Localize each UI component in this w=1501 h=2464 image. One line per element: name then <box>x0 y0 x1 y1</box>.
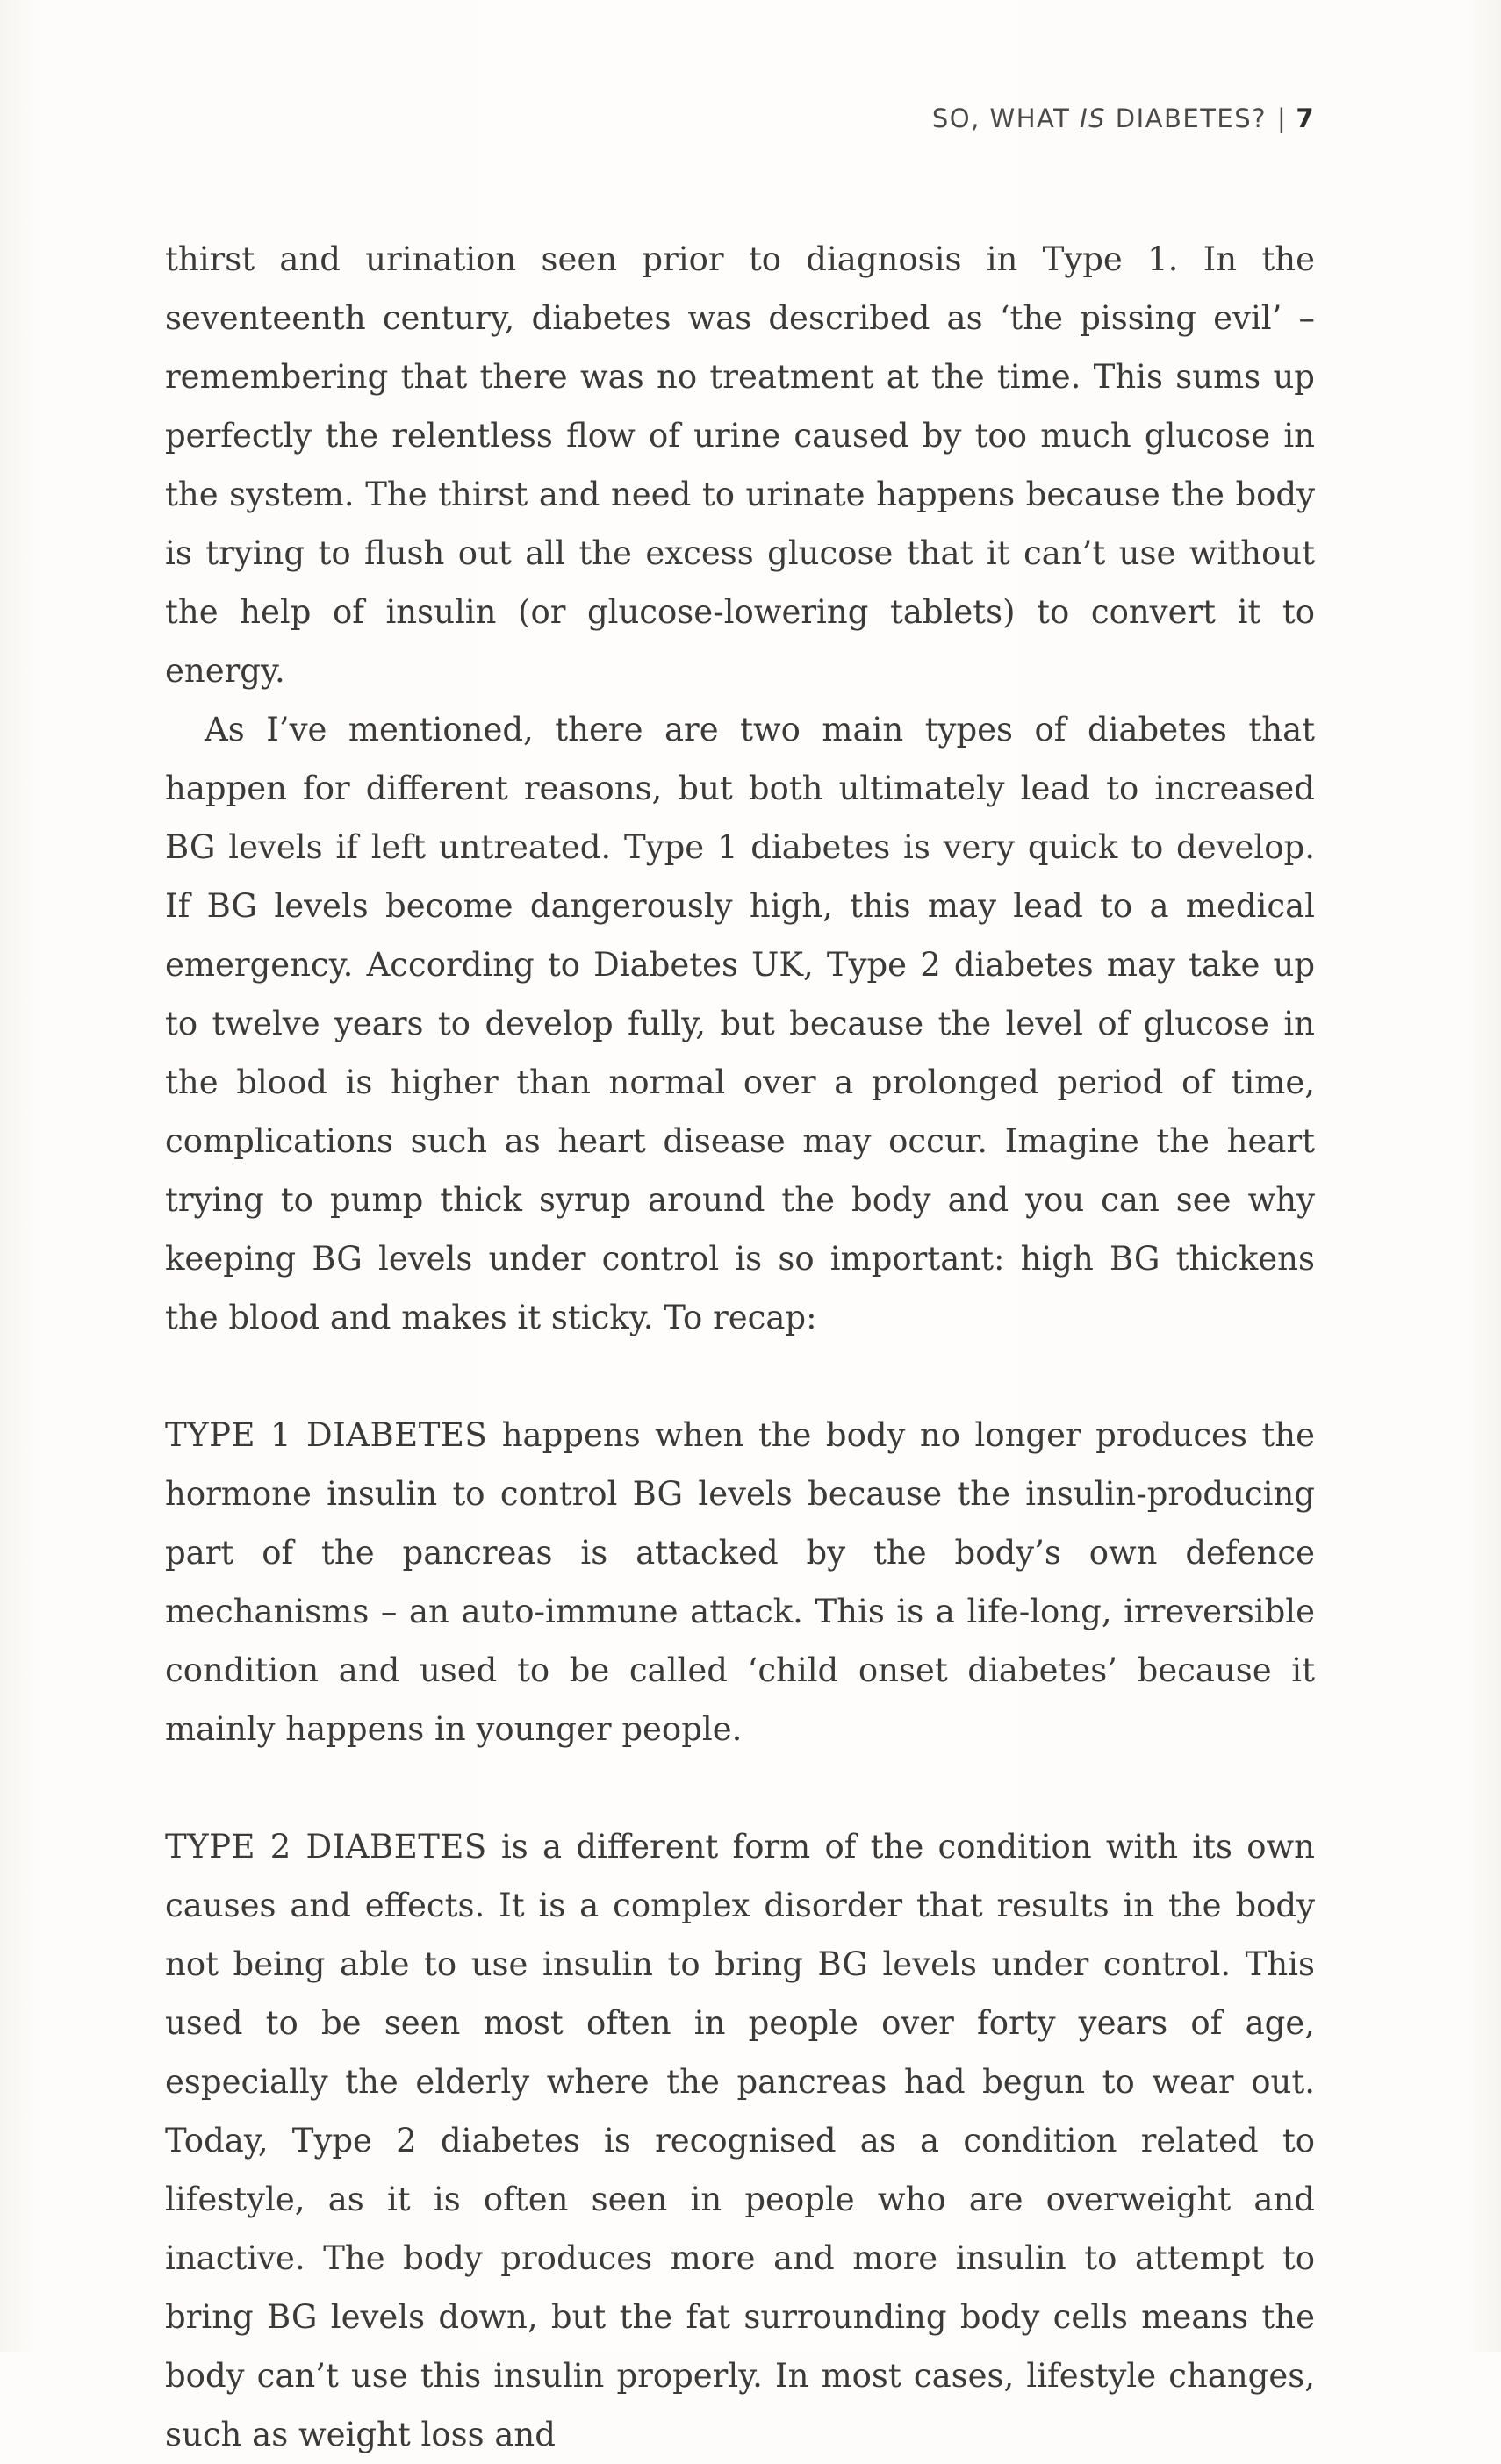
type-2-heading: TYPE 2 DIABETES <box>165 1828 487 1866</box>
type-2-text: is a different form of the condition with its own causes and effects. It is a complex disorder that results in the body not being able to use insulin to bring BG levels under control. This used to be seen most often in people over forty years of age, especially the elderly where the pancreas had begun to wear out. Today, Type 2 diabetes is recognised as a condition related to lifestyle, as it is often seen in people who are overweight and inactive. The body produces more and more insulin to attempt to bring BG levels down, but the fat surrounding body cells means the body can’t use this insulin properly. In most cases, lifestyle changes, such as weight loss and <box>165 1828 1316 2453</box>
type-1-heading: TYPE 1 DIABETES <box>165 1416 488 1454</box>
header-title-post: DIABETES? <box>1106 104 1268 133</box>
paragraph-type-2 <box>165 1817 1315 2464</box>
paragraph-type-1 <box>165 1406 1315 1758</box>
page-number: 7 <box>1296 104 1315 133</box>
paragraph-2: As I’ve mentioned, there are two main types of diabetes that happen for different reasons, but both ultimately lead to increased BG levels if left untreated. Type 1 diabetes is very quick to develop. If BG levels become dangerously high, this may lead to a medical emergency. According to Diabetes UK, Type 2 diabetes may take up to twelve years to develop fully, but because the level of glucose in the blood is higher than normal over a prolonged period of time, complications such as heart disease may occur. Imagine the heart trying to pump thick syrup around the body and you can see why keeping BG levels under control is so important: high BG thickens the blood and makes it sticky. To recap: <box>165 711 1315 1336</box>
type-1-text: happens when the body no longer produces the hormone insulin to control BG levels because the insulin-producing part of the pancreas is attacked by the body’s own defence mechanisms – an auto-immune attack. This is a life-long, irreversible condition and used to be called ‘child onset diabetes’ because it mainly happens in younger people. <box>165 1416 1316 1748</box>
body-text <box>165 230 1315 2464</box>
header-title-pre: SO, WHAT <box>931 104 1081 133</box>
header-title-italic: IS <box>1080 104 1107 133</box>
header-separator: | <box>1277 104 1288 133</box>
running-header <box>932 104 1315 133</box>
paragraph-1: thirst and urination seen prior to diagnosis in Type 1. In the seventeenth century, diabetes was described as ‘the pissing evil’ – remembering that there was no treatment at the time. This sums up perfectly the relentless flow of urine caused by too much glucose in the system. The thirst and need to urinate happens because the body is trying to flush out all the excess glucose that it can’t use without the help of insulin (or glucose-lowering tablets) to convert it to energy. <box>165 240 1315 690</box>
